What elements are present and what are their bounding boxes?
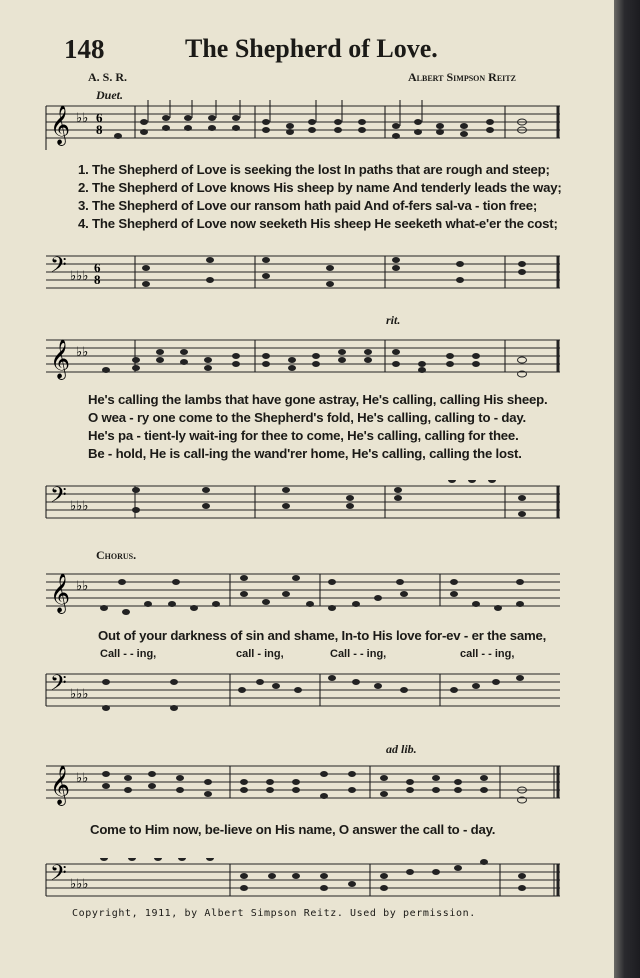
svg-text:♭♭: ♭♭: [76, 578, 89, 593]
svg-text:♭♭♭: ♭♭♭: [70, 268, 89, 283]
svg-text:6: 6: [94, 260, 101, 275]
treble-staff-system-4: [40, 760, 570, 810]
rit-marking: rit.: [386, 313, 401, 327]
hymn-title: The Shepherd of Love.: [185, 34, 438, 63]
verse-2-line-1: 2. The Shepherd of Love knows His sheep by name And tenderly leads the way;: [78, 180, 562, 195]
verse-4-line-1: 4. The Shepherd of Love now seeketh His sheep He seeketh what-e'er the cost;: [78, 216, 558, 231]
bass-staff-system-2: [40, 480, 570, 530]
chorus-echo-4: call - - ing,: [460, 648, 515, 660]
chorus-lyric-line: Out of your darkness of sin and shame, In-to His love for-ev - er the same,: [98, 628, 547, 643]
svg-text:𝄞: 𝄞: [50, 339, 71, 379]
lyricist-initials: A. S. R.: [88, 70, 128, 84]
chorus-marking: Chorus.: [96, 548, 137, 562]
bass-staff-system-1: [40, 250, 570, 300]
svg-text:8: 8: [96, 122, 103, 137]
duet-marking: Duet.: [96, 88, 123, 102]
bass-staff-system-4: [40, 858, 570, 908]
svg-text:𝄞: 𝄞: [50, 105, 71, 145]
verse-1-line-1: 1. The Shepherd of Love is seeking the lost In paths that are rough and steep;: [78, 162, 550, 177]
svg-text:𝄢: 𝄢: [50, 253, 67, 283]
bass-staff-system-3: [40, 668, 570, 718]
svg-text:♭♭: ♭♭: [76, 770, 89, 785]
svg-text:𝄢: 𝄢: [50, 861, 67, 891]
verse-2-line-2: O wea - ry one come to the Shepherd's fold, He's calling, calling to - day.: [88, 410, 527, 425]
svg-text:𝄞: 𝄞: [50, 573, 71, 613]
svg-text:6: 6: [96, 110, 103, 125]
chorus-echo-1: Call - - ing,: [100, 648, 157, 660]
verse-4-line-2: Be - hold, He is call-ing the wand'rer home, He's calling, calling the lost.: [88, 446, 522, 461]
svg-text:𝄢: 𝄢: [50, 483, 67, 513]
treble-staff-system-3: [40, 568, 570, 626]
svg-text:♭♭♭: ♭♭♭: [70, 876, 89, 891]
svg-text:♭♭♭: ♭♭♭: [70, 686, 89, 701]
svg-text:♭♭: ♭♭: [76, 110, 89, 125]
final-lyric-line: Come to Him now, be-lieve on His name, O answer the call to - day.: [90, 822, 496, 837]
svg-text:♭♭♭: ♭♭♭: [70, 498, 89, 513]
treble-staff-system-1: [40, 100, 570, 150]
composer-name: Albert Simpson Reitz: [408, 70, 516, 84]
treble-staff-system-2: [40, 334, 570, 384]
svg-text:𝄞: 𝄞: [50, 765, 71, 805]
verse-1-line-2: He's calling the lambs that have gone astray, He's calling, calling His sheep.: [88, 392, 548, 407]
copyright-notice: Copyright, 1911, by Albert Simpson Reitz. Used by permission.: [72, 908, 476, 919]
book-spine-gutter: [614, 0, 640, 978]
svg-text:8: 8: [94, 272, 101, 287]
ad-lib-marking: ad lib.: [386, 742, 417, 756]
chorus-echo-3: Call - - ing,: [330, 648, 387, 660]
svg-text:♭♭: ♭♭: [76, 344, 89, 359]
svg-text:𝄢: 𝄢: [50, 671, 67, 701]
chorus-echo-2: call - ing,: [236, 648, 284, 660]
verse-3-line-2: He's pa - tient-ly wait-ing for thee to come, He's calling, calling for thee.: [88, 428, 519, 443]
verse-3-line-1: 3. The Shepherd of Love our ransom hath paid And of-fers sal-va - tion free;: [78, 198, 538, 213]
hymn-number: 148: [64, 34, 105, 64]
